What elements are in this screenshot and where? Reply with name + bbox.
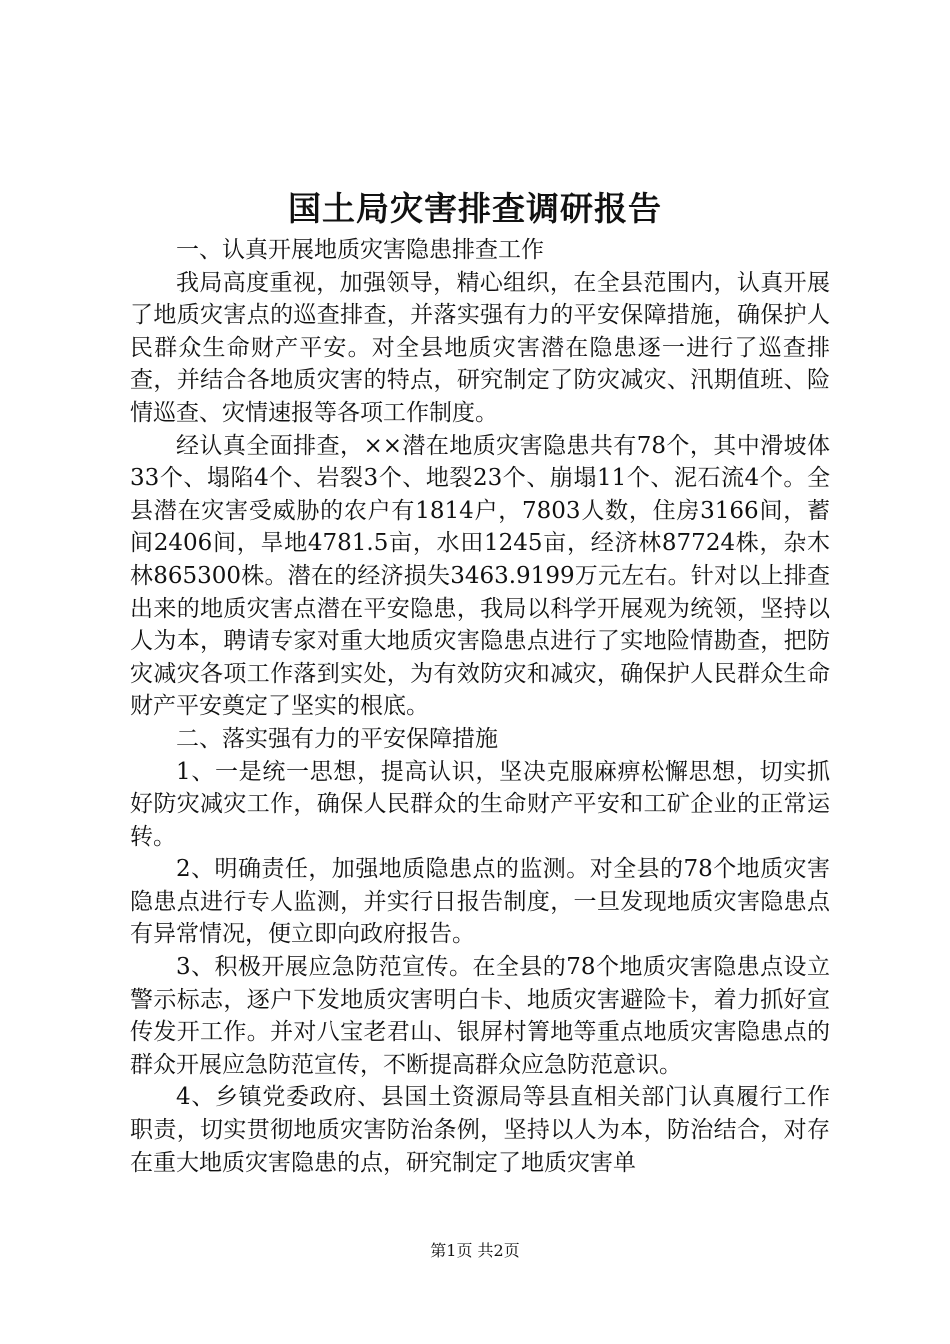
section-heading: 一、认真开展地质灾害隐患排查工作: [176, 237, 544, 263]
body-paragraph: 经认真全面排查，××潜在地质灾害隐患共有78个，其中滑坡体33个、塌陷4个、岩裂3个、地裂23个、崩塌11个、泥石流4个。全县潜在灾害受威胁的农户有1814户，7803人数，住房3166间，蓄间2406间，旱地4781.5亩，水田1245亩，经济林87724株，杂木林865300株。潜在的经济损失3463.9199万元左右。针对以上排查出来的地质灾害点潜在平安隐患，我局以科学开展观为统领，坚持以人为本，聘请专家对重大地质灾害隐患点进行了实地险情勘查，把防灾减灾各项工作落到实处，为有效防灾和减灾，确保护人民群众生命财产平安奠定了坚实的根底。: [130, 432, 830, 720]
page-footer: 第1页 共2页: [430, 1241, 520, 1260]
document-title: 国土局灾害排查调研报告: [288, 189, 662, 228]
body-paragraph: 4、乡镇党委政府、县国土资源局等县直相关部门认真履行工作职责，切实贯彻地质灾害防治条例，坚持以人为本，防治结合，对存在重大地质灾害隐患的点，研究制定了地质灾害单: [130, 1084, 830, 1176]
document-body: [130, 234, 830, 1179]
section-heading: 二、落实强有力的平安保障措施: [176, 725, 498, 752]
body-paragraph: 3、积极开展应急防范宣传。在全县的78个地质灾害隐患点设立警示标志，逐户下发地质灾害明白卡、地质灾害避险卡，着力抓好宣传发开工作。并对八宝老君山、银屏村箐地等重点地质灾害隐患点的群众开展应急防范宣传，不断提高群众应急防范意识。: [130, 954, 830, 1078]
body-paragraph: 1、一是统一思想，提高认识，坚决克服麻痹松懈思想，切实抓好防灾减灾工作，确保人民群众的生命财产平安和工矿企业的正常运转。: [130, 758, 830, 850]
body-paragraph: 我局高度重视，加强领导，精心组织，在全县范围内，认真开展了地质灾害点的巡查排查，并落实强有力的平安保障措施，确保护人民群众生命财产平安。对全县地质灾害潜在隐患逐一进行了巡查排查，并结合各地质灾害的特点，研究制定了防灾减灾、汛期值班、险情巡查、灾情速报等各项工作制度。: [130, 269, 830, 426]
body-paragraph: 2、明确责任，加强地质隐患点的监测。对全县的78个地质灾害隐患点进行专人监测，并实行日报告制度，一旦发现地质灾害隐患点有异常情况，便立即向政府报告。: [130, 856, 830, 948]
